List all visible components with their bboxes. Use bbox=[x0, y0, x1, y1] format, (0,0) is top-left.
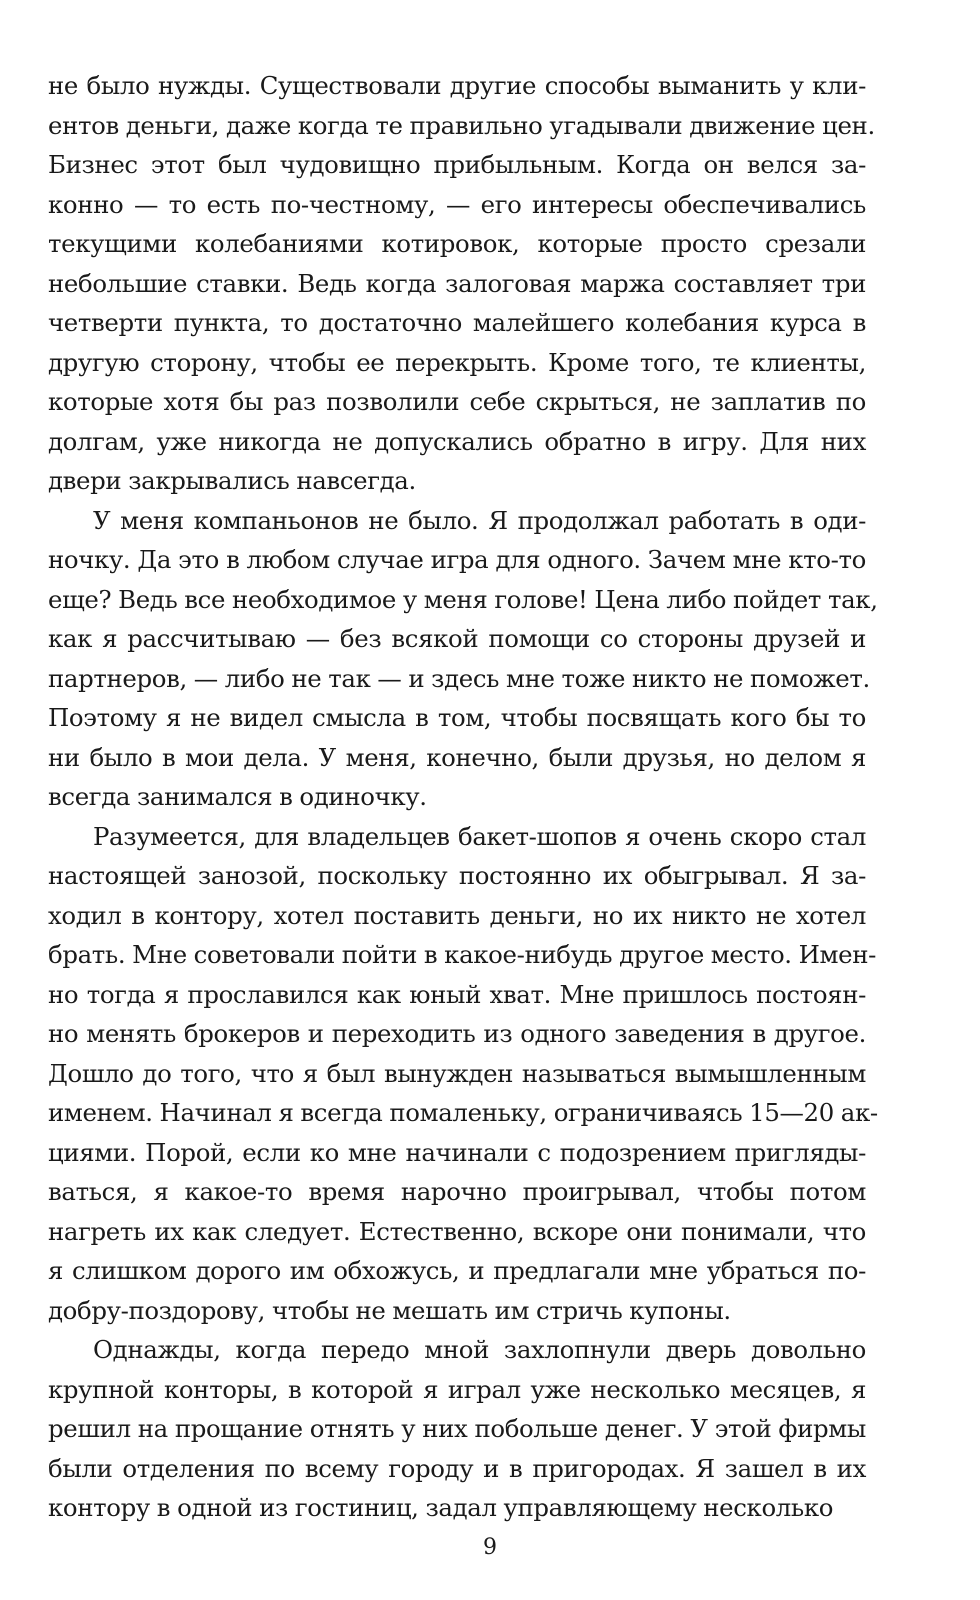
text-line: брать. Мне советовали пойти в какое-нибудь другое место. Имен- bbox=[48, 940, 877, 969]
text-line: долгам, уже никогда не допускались обратно в игру. Для них bbox=[48, 426, 866, 456]
page-number: 9 bbox=[483, 1535, 497, 1560]
text-line: ни было в мои дела. У меня, конечно, были друзья, но делом я bbox=[48, 742, 866, 772]
paragraph bbox=[48, 1330, 866, 1528]
text-line: Поэтому я не видел смысла в том, чтобы посвящать кого бы то bbox=[48, 703, 866, 732]
body-text bbox=[48, 66, 878, 1528]
text-line: Дошло до того, что я был вынужден называться вымышленным bbox=[48, 1058, 866, 1088]
text-line: Разумеется, для владельцев бакет-шопов я очень скоро стал bbox=[93, 821, 866, 851]
text-line: небольшие ставки. Ведь когда залоговая маржа составляет три bbox=[48, 268, 866, 298]
text-line: контору в одной из гостиниц, задал управляющему несколько bbox=[48, 1493, 834, 1522]
text-line: другую сторону, чтобы ее перекрыть. Кроме того, те клиенты, bbox=[48, 347, 866, 377]
text-line: Бизнес этот был чудовищно прибыльным. Когда он велся за- bbox=[48, 150, 866, 179]
text-line: двери закрывались навсегда. bbox=[48, 466, 416, 495]
text-line: настоящей занозой, поскольку постоянно их обыгрывал. Я за- bbox=[48, 861, 866, 890]
text-line: всегда занимался в одиночку. bbox=[48, 782, 427, 811]
text-line: Однажды, когда передо мной захлопнули дверь довольно bbox=[93, 1335, 866, 1364]
text-line: еще? Ведь все необходимое у меня голове! Цена либо пойдет так, bbox=[48, 584, 878, 614]
text-line: У меня компаньонов не было. Я продолжал работать в оди- bbox=[93, 505, 866, 535]
text-line: добру-поздорову, чтобы не мешать им стричь купоны. bbox=[48, 1295, 731, 1325]
text-line: нагреть их как следует. Естественно, вскоре они понимали, что bbox=[48, 1216, 866, 1246]
text-line: не было нужды. Существовали другие способы выманить у кли- bbox=[48, 71, 866, 100]
text-line: четверти пункта, то достаточно малейшего колебания курса в bbox=[48, 308, 866, 337]
text-line: ночку. Да это в любом случае игра для одного. Зачем мне кто-то bbox=[48, 545, 866, 574]
paragraph bbox=[48, 501, 878, 817]
text-line: были отделения по всему городу и в пригородах. Я зашел в их bbox=[48, 1453, 866, 1483]
text-line: которые хотя бы раз позволили себе скрыться, не заплатив по bbox=[48, 387, 866, 416]
text-line: но тогда я прославился как юный хват. Мне пришлось постоян- bbox=[48, 979, 866, 1009]
text-line: но менять брокеров и переходить из одного заведения в другое. bbox=[48, 1019, 866, 1048]
paragraph bbox=[48, 66, 875, 501]
text-line: именем. Начинал я всегда помаленьку, ограничиваясь 15—20 ак- bbox=[48, 1098, 878, 1127]
text-line: я слишком дорого им обхожусь, и предлагали мне убраться по- bbox=[48, 1256, 866, 1285]
text-line: решил на прощание отнять у них побольше денег. У этой фирмы bbox=[48, 1414, 866, 1443]
text-line: циями. Порой, если ко мне начинали с подозрением пригляды- bbox=[48, 1137, 866, 1167]
text-line: конно — то есть по-честному, — его интересы обеспечивались bbox=[48, 189, 866, 219]
text-line: ходил в контору, хотел поставить деньги, но их никто не хотел bbox=[48, 900, 866, 930]
text-line: текущими колебаниями котировок, которые просто срезали bbox=[48, 229, 866, 258]
paragraph bbox=[48, 817, 878, 1331]
text-line: ентов деньги, даже когда те правильно угадывали движение цен. bbox=[48, 110, 875, 140]
text-line: как я рассчитываю — без всякой помощи со стороны друзей и bbox=[48, 624, 866, 653]
text-line: крупной конторы, в которой я играл уже несколько месяцев, я bbox=[48, 1374, 866, 1404]
text-line: ваться, я какое-то время нарочно проигрывал, чтобы потом bbox=[48, 1177, 866, 1206]
text-line: партнеров, — либо не так — и здесь мне тоже никто не поможет. bbox=[48, 663, 870, 693]
